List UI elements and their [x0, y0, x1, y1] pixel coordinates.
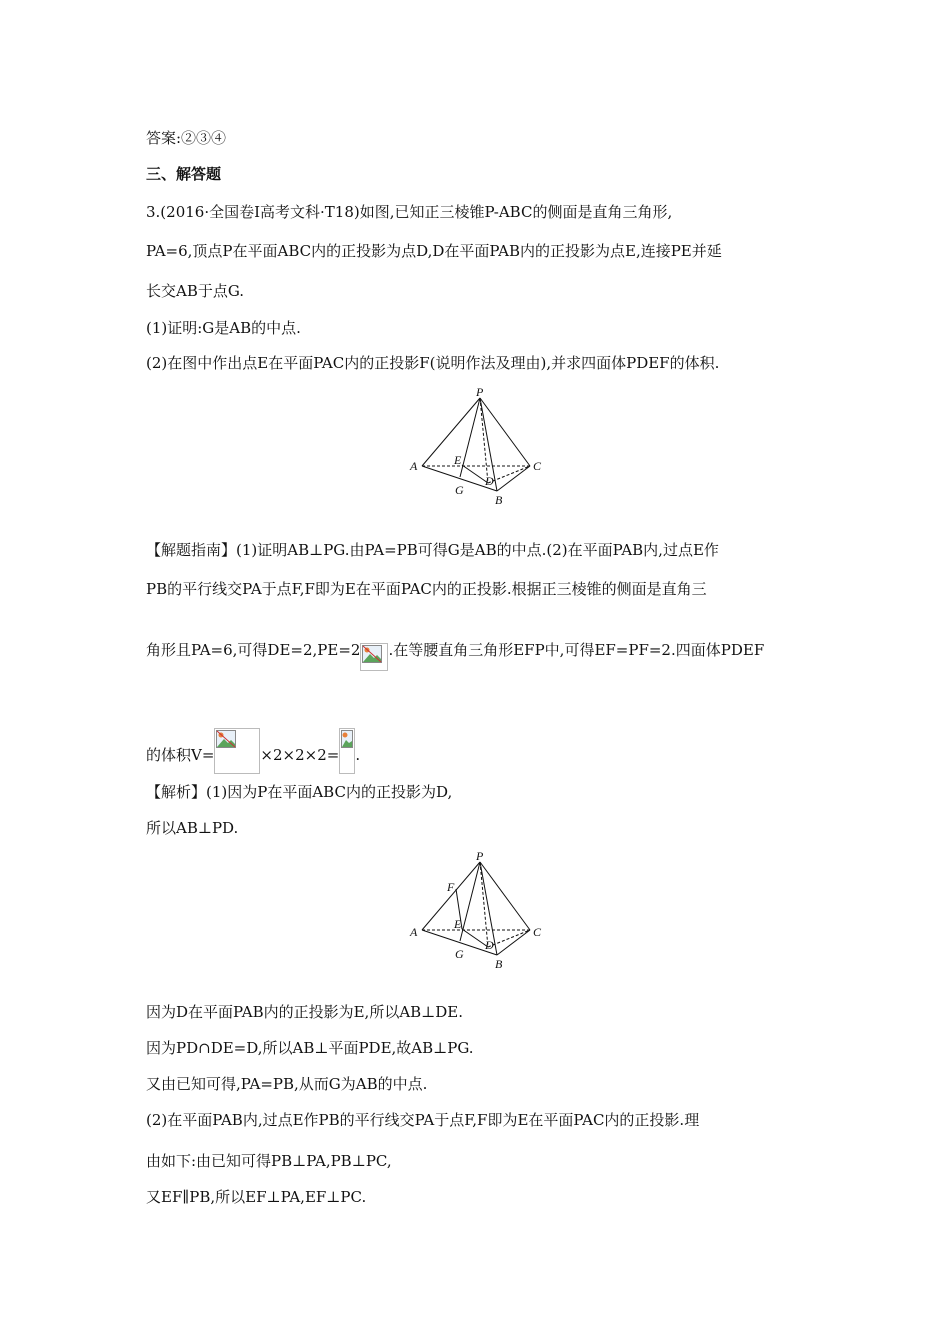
fig2-label-a: A	[410, 925, 418, 939]
fig2-label-c: C	[533, 925, 542, 939]
solution-line-2: 所以AB⊥PD.	[146, 819, 239, 837]
solution-line-3: 因为D在平面PAB内的正投影为E,所以AB⊥DE.	[146, 1003, 464, 1021]
section-title: 三、解答题	[146, 165, 222, 183]
fig1-label-c: C	[533, 459, 542, 473]
guide-line-4	[146, 728, 360, 774]
fig2-label-d: D	[485, 938, 494, 952]
solution-line-1: 【解析】(1)因为P在平面ABC内的正投影为D,	[146, 783, 453, 801]
guide-line-3-text-b: .在等腰直角三角形EFP中,可得EF=PF=2.四面体PDEF	[388, 641, 765, 659]
fig1-label-a: A	[410, 459, 418, 473]
solution-line-5: 又由已知可得,PA=PB,从而G为AB的中点.	[146, 1075, 428, 1093]
fig1-label-d: D	[485, 474, 494, 488]
problem-part-2: (2)在图中作出点E在平面PAC内的正投影F(说明作法及理由),并求四面体PDEF的体积.	[146, 354, 720, 372]
fig2-label-b: B	[495, 957, 503, 971]
fig2-label-e: E	[454, 917, 462, 931]
guide-line-3	[146, 640, 764, 671]
answer-line: 答案:②③④	[146, 129, 227, 147]
problem-line-2: PA=6,顶点P在平面ABC内的正投影为点D,D在平面PAB内的正投影为点E,连接PE并延	[146, 242, 722, 260]
pyramid-figure-2	[400, 848, 560, 974]
fig1-label-b: B	[495, 493, 503, 507]
problem-line-3: 长交AB于点G.	[146, 282, 245, 300]
fig2-label-g: G	[455, 947, 464, 961]
solution-line-7: 由如下:由已知可得PB⊥PA,PB⊥PC,	[146, 1152, 392, 1170]
solution-line-6: (2)在平面PAB内,过点E作PB的平行线交PA于点F,F即为E在平面PAC内的正投影.理	[146, 1111, 700, 1129]
solution-line-8: 又EF∥PB,所以EF⊥PA,EF⊥PC.	[146, 1188, 367, 1206]
broken-image-icon	[360, 643, 388, 671]
guide-line-4-text-a: 的体积V=	[146, 746, 215, 764]
fig2-label-p: P	[476, 849, 484, 863]
pyramid-figure-1	[400, 384, 560, 510]
broken-image-icon	[339, 728, 355, 774]
problem-line-1: 3.(2016·全国卷Ⅰ高考文科·T18)如图,已知正三棱锥P-ABC的侧面是直角三角形,	[146, 203, 673, 221]
guide-line-1: 【解题指南】(1)证明AB⊥PG.由PA=PB可得G是AB的中点.(2)在平面PAB内,过点E作	[146, 541, 719, 559]
guide-line-4-text-c: .	[355, 746, 361, 764]
guide-line-3-text-a: 角形且PA=6,可得DE=2,PE=2	[146, 641, 361, 659]
fig1-label-g: G	[455, 483, 464, 497]
fig1-label-p: P	[476, 385, 484, 399]
broken-image-icon	[214, 728, 260, 774]
problem-part-1: (1)证明:G是AB的中点.	[146, 319, 301, 337]
fig2-label-f: F	[447, 880, 455, 894]
guide-line-4-text-b: ×2×2×2=	[260, 746, 340, 764]
guide-line-2: PB的平行线交PA于点F,F即为E在平面PAC内的正投影.根据正三棱锥的侧面是直角三	[146, 580, 707, 598]
solution-line-4: 因为PD∩DE=D,所以AB⊥平面PDE,故AB⊥PG.	[146, 1039, 474, 1057]
fig1-label-e: E	[454, 453, 462, 467]
